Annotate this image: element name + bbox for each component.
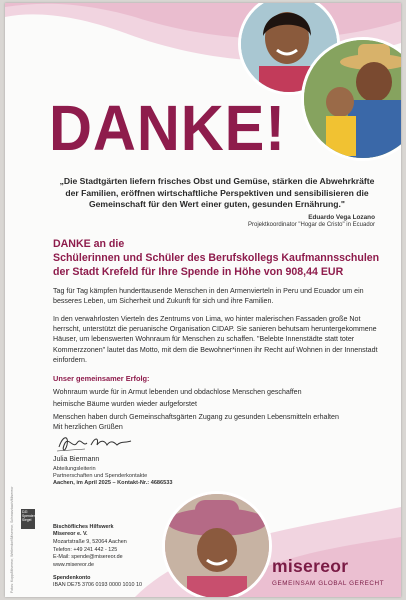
signatory-name: Julia Biermann: [53, 456, 100, 463]
success-title: Unser gemeinsamer Erfolg:: [53, 374, 150, 383]
thank-you-headline: [53, 237, 383, 279]
intro-paragraph: Tag für Tag kämpfen hunderttausende Menschen in den Armenvierteln in Peru und Ecuador um ein besseres Leben, um Sicherheit und Zukunft für sich und ihre Familien.: [53, 287, 364, 306]
closing-greeting: Mit herzlichen Grüßen: [53, 423, 123, 431]
page-title: DANKE!: [49, 92, 287, 164]
letter-sheet: [5, 3, 401, 597]
boy-portrait-photo: [162, 491, 272, 597]
photo-credits: Fotos: Kopp/Misereor, Wellendorf/Misereor, Schwarzbach/Misereor: [10, 486, 14, 593]
project-quote: „Die Stadtgärten liefern frisches Obst und Gemüse, stärken die Abwehrkräfte der Familien, eröffnen wirtschaftliche Perspektiven und sensibilisieren die Gemeinschaft für den Wert einer guten, gesunden Ernährung.": [59, 176, 375, 210]
account-iban: IBAN DE75 3706 0193 0000 1010 10: [53, 582, 143, 589]
handwritten-signature: [55, 431, 135, 455]
headline-line-1: DANKE an die: [53, 238, 125, 250]
success-item: heimische Bäume wurden wieder aufgeforstet: [53, 400, 197, 409]
signatory-department: Partnerschaften und Spenderkontakte: [53, 473, 148, 479]
sender-phone: Telefon: +49 241 442 - 125: [53, 547, 118, 553]
sender-name: Misereor e. V.: [53, 531, 88, 538]
quote-author-role: Projektkoordinator "Hogar de Cristo" in Ecuador: [248, 222, 375, 228]
sender-block: [53, 524, 127, 546]
sender-org: Bischöfliches Hilfswerk: [53, 524, 114, 530]
headline-line-2: Schülerinnen und Schüler des Berufskollegs Kaufmannsschulen: [53, 252, 380, 264]
account-title: Spendenkonto: [53, 575, 91, 581]
headline-line-3: der Stadt Krefeld für Ihre Spende in Höhe von 908,44 EUR: [53, 266, 344, 278]
project-paragraph: In den verwahrlosten Vierteln des Zentrums von Lima, wo hinter malerischen Fassaden große Not herrscht, unterstützt die peruanische Organisation CIDAP. Sie sanieren behutsam heruntergekommene Häuser, um lebenswerten Wohnraum für Menschen zu schaffen. "Belebte Innenstädte statt toter Kommerzzonen" lautet das Motto, mit dem die Bewohner*innen ihr Recht auf Wohnen in der Innenstadt einfordern.: [53, 315, 378, 364]
success-item: Menschen haben durch Gemeinschaftsgärten Zugang zu gesunden Lebensmitteln erhalten: [53, 412, 339, 421]
success-item: Wohnraum wurde für in Armut lebenden und obdachlose Menschen geschaffen: [53, 388, 302, 396]
place-date-contact: Aachen, im April 2025 – Kontakt-Nr.: 4686533: [53, 480, 173, 486]
misereor-logo: misereor: [272, 556, 349, 576]
sender-street: Mozartstraße 9, 52064 Aachen: [53, 538, 127, 545]
dzi-seal-badge: DZI Spenden-Siegel: [21, 509, 35, 529]
bank-block: [53, 575, 142, 590]
success-list: [53, 386, 383, 423]
signatory-role: Abteilungsleiterin: [53, 466, 96, 472]
sender-website[interactable]: www.misereor.de: [53, 561, 95, 568]
sender-email[interactable]: E-Mail: spende@misereor.de: [53, 554, 123, 561]
logo-tagline: GEMEINSAM GLOBAL GERECHT: [272, 580, 385, 587]
quote-author: Eduardo Vega Lozano: [308, 214, 375, 221]
contact-block: [53, 547, 123, 569]
